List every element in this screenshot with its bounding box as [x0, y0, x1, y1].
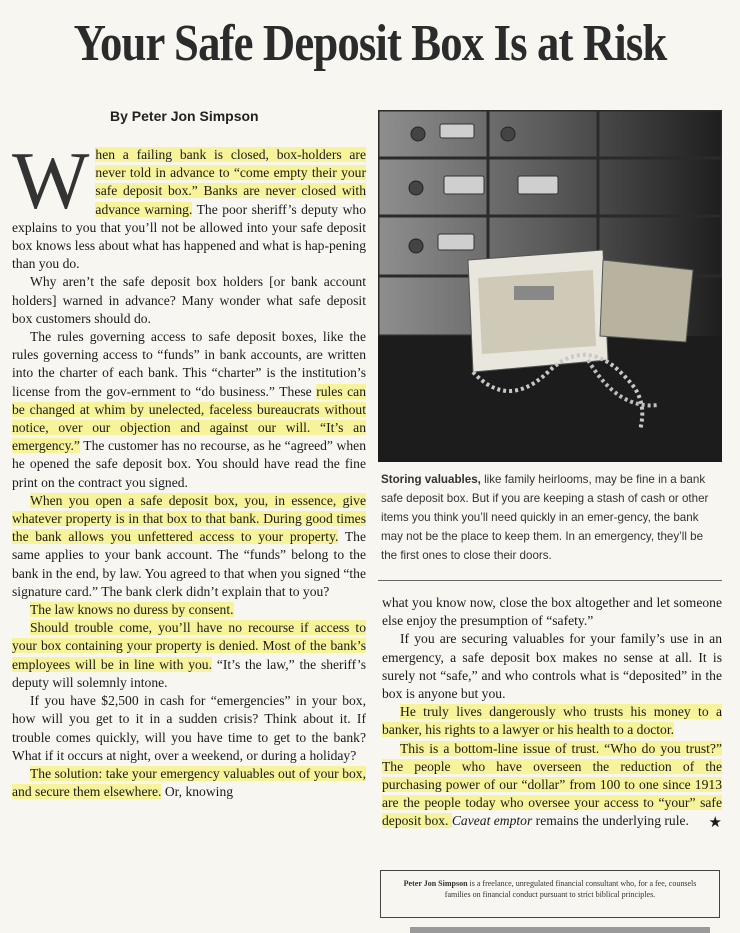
divider	[410, 927, 710, 933]
author-bio-box	[380, 870, 720, 918]
highlighted-text: He truly lives dangerously who trusts his money to a banker, his rights to a lawyer or his health to a doctor.	[382, 704, 722, 738]
paragraph	[12, 619, 366, 692]
caption-text: like family heirlooms, may be fine in a bank safe deposit box. But if you are keeping a stash of cash or other items you think you’ll need quickly in an emer-gency, the bank may not be the place to keep them. In an emergency, they’ll be the first ones to close their doors.	[381, 473, 709, 562]
body-text: The poor sheriff’s deputy who explains to you that you’ll not be allowed into your safe deposit box knows less about what has happened and what is hap-pening than you do.	[12, 201, 366, 272]
paragraph	[382, 703, 722, 739]
highlighted-text: This is a bottom-line issue of trust. “Who do you trust?” The people who have overseen the reduction of the purchasing power of our “dollar” from 100 to one since 1913 are the people today who oversee your access to “your” safe deposit box.	[382, 740, 722, 829]
paragraph	[382, 740, 722, 831]
byline: By Peter Jon Simpson	[110, 108, 259, 124]
body-text: The same applies to your bank account. The “funds” belong to the bank in the end, by law. You agreed to that when you signed “the signature card.” The bank clerk didn’t explain that to you?	[12, 529, 366, 599]
paragraph: Why aren’t the safe deposit box holders [or bank account holders] warned in advance? Many wonder what safe deposit box customers should do.	[12, 274, 366, 326]
body-text: The rules governing access to safe deposit boxes, like the rules governing access to “funds” in bank accounts, are written into the charter of each bank. This “charter” is the institution’s license from the gov-ernment to “do business.” These	[12, 329, 366, 399]
divider	[378, 580, 722, 581]
article-headline: Your Safe Deposit Box Is at Risk	[73, 15, 667, 72]
article-column-right	[382, 594, 722, 833]
paragraph: what you know now, close the box altogether and let someone else enjoy the presumption of “safety.”	[382, 595, 722, 629]
bio-text: is a freelance, unregulated financial consultant who, for a fee, counsels families on financial conduct pursuant to strict biblical principles.	[444, 879, 697, 899]
highlighted-text: Should trouble come, you’ll have no recourse if access to your box containing your property is denied. Most of the bank’s employees will be in line with you.	[12, 620, 366, 672]
article-column-left	[12, 135, 366, 801]
highlighted-text: When you open a safe deposit box, you, in essence, give whatever property is in that box to that bank. During good times the bank allows you unfettered access to your property.	[12, 492, 366, 545]
highlighted-text: rules can be changed at whim by unelected, faceless bureaucrats without notice, over our objection and against our will. “It’s an emergency.”	[12, 383, 366, 454]
bio-name: Peter Jon Simpson	[403, 879, 468, 888]
body-text: remains the underlying rule.	[532, 813, 689, 829]
body-text: “It’s the law,” the sheriff’s deputy will solemnly intone.	[12, 656, 366, 690]
highlighted-text: hen a failing bank is closed, box-holders are never told in advance to “come empty their your safe deposit box.” Banks are never closed with advance warning.	[95, 147, 366, 217]
italic-text: Caveat emptor	[451, 813, 533, 829]
photo-caption	[381, 470, 721, 565]
body-text: Or, knowing	[161, 784, 234, 800]
end-mark-star-icon: ★	[708, 815, 722, 832]
drop-cap: W	[12, 135, 90, 226]
paragraph: If you have $2,500 in cash for “emergencies” in your box, how will you get to it in a sudden crisis? Think about it. If trouble comes quickly, will you have time to get to the bank? What if it occurs at night, over a weekend, or during a holiday?	[12, 693, 366, 763]
paragraph	[12, 601, 366, 619]
body-text: The customer has no recourse, as he “agreed” when he opened the safe deposit box. You should have read the fine print on the contract you signed.	[12, 438, 366, 490]
paragraph	[12, 492, 366, 601]
highlighted-text: The law knows no duress by consent.	[30, 602, 234, 618]
photo-illustration	[378, 110, 722, 462]
paragraph: If you are securing valuables for your family’s use in an emergency, a safe deposit box makes no sense at all. It is surely not “safe,” and who controls what is “deposited” in the box is anyone but you.	[382, 631, 722, 702]
caption-lead: Storing valuables,	[381, 473, 481, 486]
paragraph	[12, 765, 366, 801]
highlighted-text: The solution: take your emergency valuables out of your box, and secure them elsewhere.	[12, 765, 366, 800]
safe-deposit-box-photo	[378, 110, 722, 462]
paragraph	[12, 328, 366, 492]
paragraph	[12, 135, 366, 273]
